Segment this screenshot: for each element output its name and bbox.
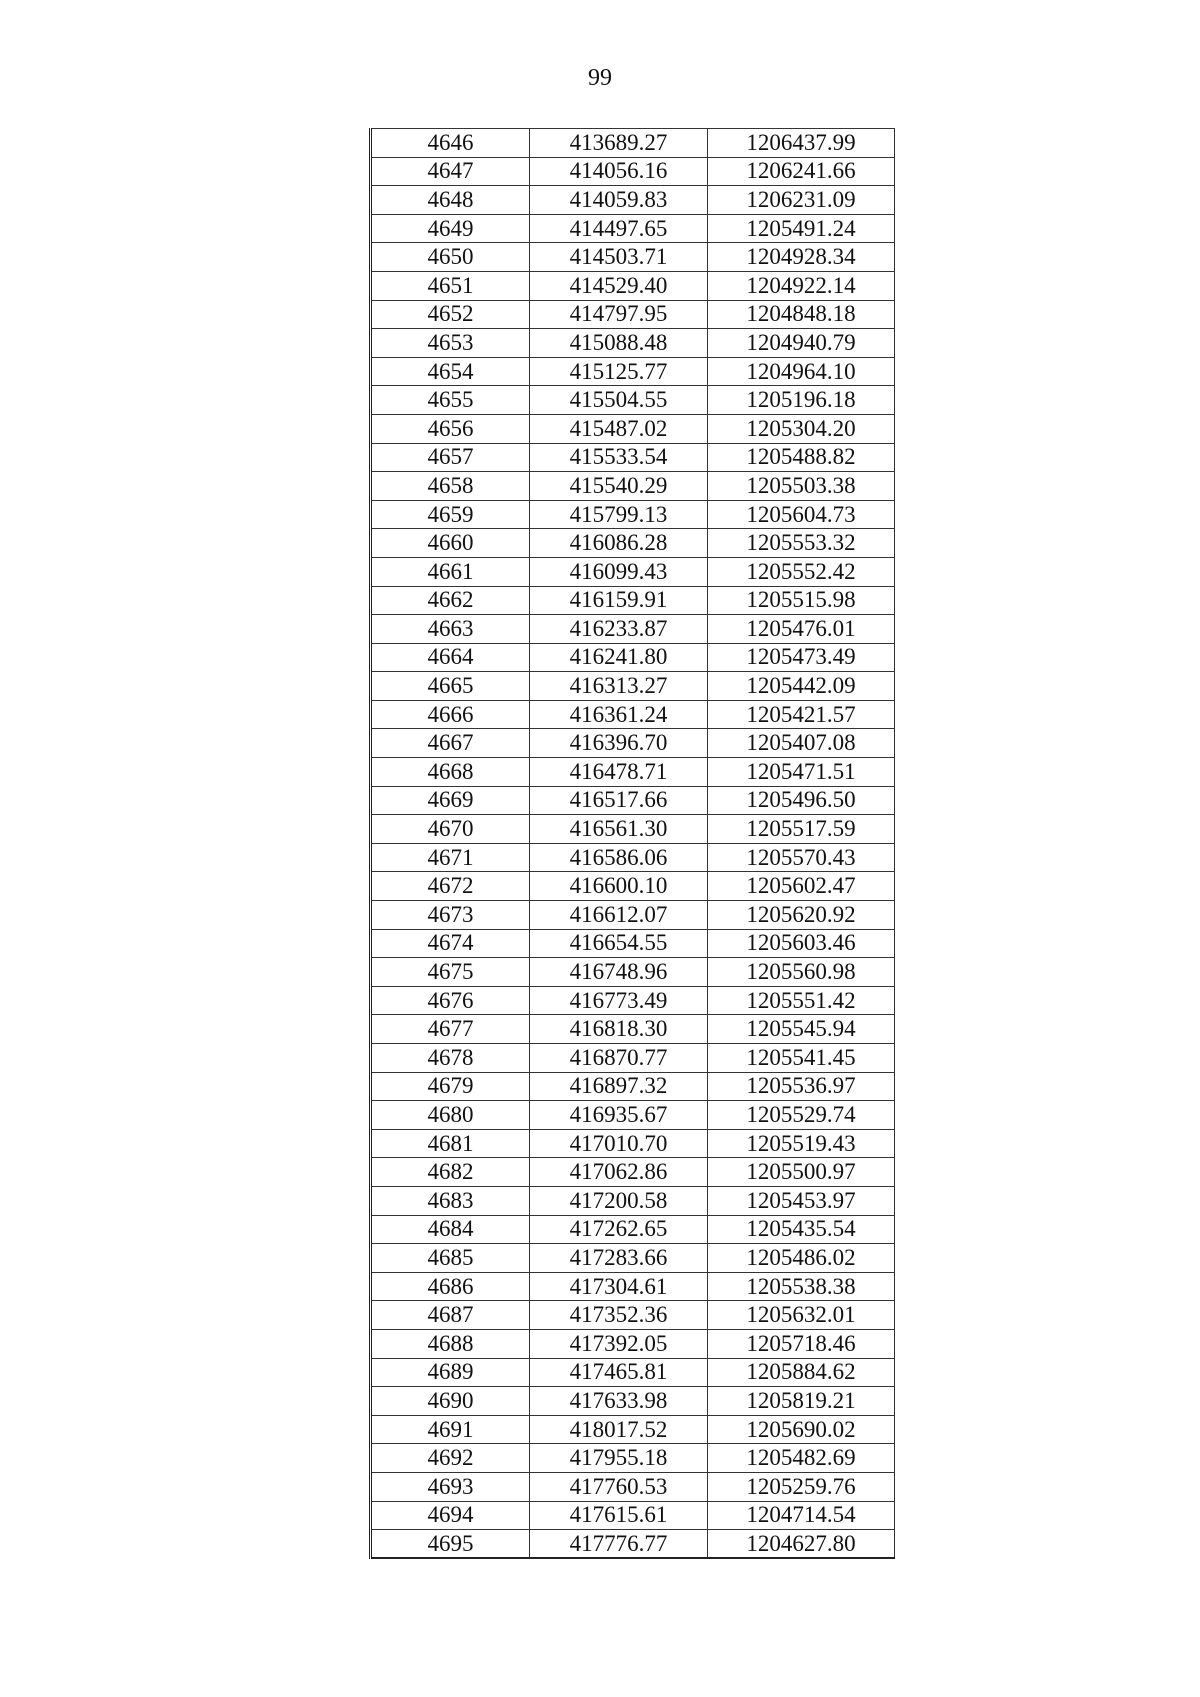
coordinate-table [369, 128, 895, 1559]
table-row [371, 586, 895, 615]
x-coordinate-cell: 416517.66 [530, 786, 708, 815]
x-coordinate-cell: 415799.13 [530, 500, 708, 529]
x-coordinate-cell: 417010.70 [530, 1129, 708, 1158]
y-coordinate-cell: 1205560.98 [708, 958, 895, 987]
table-row [371, 700, 895, 729]
table-row [371, 1530, 895, 1559]
y-coordinate-cell: 1205604.73 [708, 500, 895, 529]
x-coordinate-cell: 416935.67 [530, 1101, 708, 1130]
point-id-cell: 4691 [371, 1415, 530, 1444]
table-row [371, 1244, 895, 1273]
point-id-cell: 4688 [371, 1329, 530, 1358]
point-id-cell: 4678 [371, 1044, 530, 1073]
x-coordinate-cell: 417776.77 [530, 1530, 708, 1559]
point-id-cell: 4657 [371, 443, 530, 472]
point-id-cell: 4687 [371, 1301, 530, 1330]
point-id-cell: 4652 [371, 300, 530, 329]
y-coordinate-cell: 1204940.79 [708, 329, 895, 358]
y-coordinate-cell: 1205473.49 [708, 643, 895, 672]
table-row [371, 1186, 895, 1215]
table-row [371, 243, 895, 272]
x-coordinate-cell: 418017.52 [530, 1415, 708, 1444]
y-coordinate-cell: 1205515.98 [708, 586, 895, 615]
point-id-cell: 4667 [371, 729, 530, 758]
x-coordinate-cell: 416748.96 [530, 958, 708, 987]
point-id-cell: 4684 [371, 1215, 530, 1244]
x-coordinate-cell: 415533.54 [530, 443, 708, 472]
x-coordinate-cell: 416818.30 [530, 1015, 708, 1044]
point-id-cell: 4693 [371, 1472, 530, 1501]
point-id-cell: 4692 [371, 1444, 530, 1473]
table-row [371, 901, 895, 930]
y-coordinate-cell: 1205259.76 [708, 1472, 895, 1501]
point-id-cell: 4648 [371, 186, 530, 215]
point-id-cell: 4675 [371, 958, 530, 987]
x-coordinate-cell: 417615.61 [530, 1501, 708, 1530]
table-row [371, 300, 895, 329]
x-coordinate-cell: 416099.43 [530, 557, 708, 586]
point-id-cell: 4647 [371, 157, 530, 186]
point-id-cell: 4664 [371, 643, 530, 672]
table-row [371, 1044, 895, 1073]
y-coordinate-cell: 1205545.94 [708, 1015, 895, 1044]
point-id-cell: 4655 [371, 386, 530, 415]
point-id-cell: 4646 [371, 129, 530, 158]
x-coordinate-cell: 413689.27 [530, 129, 708, 158]
y-coordinate-cell: 1205538.38 [708, 1272, 895, 1301]
y-coordinate-cell: 1204964.10 [708, 357, 895, 386]
x-coordinate-cell: 414503.71 [530, 243, 708, 272]
table-row [371, 186, 895, 215]
y-coordinate-cell: 1205517.59 [708, 815, 895, 844]
y-coordinate-cell: 1205553.32 [708, 529, 895, 558]
table-row [371, 1272, 895, 1301]
table-row [371, 929, 895, 958]
y-coordinate-cell: 1205718.46 [708, 1329, 895, 1358]
y-coordinate-cell: 1206437.99 [708, 129, 895, 158]
point-id-cell: 4689 [371, 1358, 530, 1387]
x-coordinate-cell: 416600.10 [530, 872, 708, 901]
y-coordinate-cell: 1204848.18 [708, 300, 895, 329]
x-coordinate-cell: 417304.61 [530, 1272, 708, 1301]
table-row [371, 1158, 895, 1187]
point-id-cell: 4680 [371, 1101, 530, 1130]
table-row [371, 386, 895, 415]
x-coordinate-cell: 417062.86 [530, 1158, 708, 1187]
point-id-cell: 4649 [371, 214, 530, 243]
point-id-cell: 4676 [371, 986, 530, 1015]
table-row [371, 1072, 895, 1101]
table-row [371, 472, 895, 501]
table-row [371, 1444, 895, 1473]
point-id-cell: 4681 [371, 1129, 530, 1158]
table-row [371, 815, 895, 844]
y-coordinate-cell: 1205488.82 [708, 443, 895, 472]
point-id-cell: 4670 [371, 815, 530, 844]
x-coordinate-cell: 416241.80 [530, 643, 708, 672]
x-coordinate-cell: 416561.30 [530, 815, 708, 844]
point-id-cell: 4665 [371, 672, 530, 701]
table-row [371, 1301, 895, 1330]
y-coordinate-cell: 1205536.97 [708, 1072, 895, 1101]
y-coordinate-cell: 1205476.01 [708, 615, 895, 644]
x-coordinate-cell: 416233.87 [530, 615, 708, 644]
table-row [371, 958, 895, 987]
table-row [371, 329, 895, 358]
point-id-cell: 4683 [371, 1186, 530, 1215]
table-row [371, 557, 895, 586]
y-coordinate-cell: 1205884.62 [708, 1358, 895, 1387]
point-id-cell: 4686 [371, 1272, 530, 1301]
y-coordinate-cell: 1205407.08 [708, 729, 895, 758]
y-coordinate-cell: 1205503.38 [708, 472, 895, 501]
table-row [371, 872, 895, 901]
y-coordinate-cell: 1205453.97 [708, 1186, 895, 1215]
point-id-cell: 4661 [371, 557, 530, 586]
y-coordinate-cell: 1205500.97 [708, 1158, 895, 1187]
x-coordinate-cell: 417352.36 [530, 1301, 708, 1330]
table-row [371, 1215, 895, 1244]
table-row [371, 214, 895, 243]
table-row [371, 1358, 895, 1387]
table-row [371, 414, 895, 443]
point-id-cell: 4668 [371, 758, 530, 787]
x-coordinate-cell: 415504.55 [530, 386, 708, 415]
point-id-cell: 4653 [371, 329, 530, 358]
point-id-cell: 4674 [371, 929, 530, 958]
x-coordinate-cell: 417465.81 [530, 1358, 708, 1387]
point-id-cell: 4650 [371, 243, 530, 272]
y-coordinate-cell: 1205442.09 [708, 672, 895, 701]
x-coordinate-cell: 417392.05 [530, 1329, 708, 1358]
y-coordinate-cell: 1204922.14 [708, 271, 895, 300]
y-coordinate-cell: 1204928.34 [708, 243, 895, 272]
y-coordinate-cell: 1205570.43 [708, 843, 895, 872]
x-coordinate-cell: 416478.71 [530, 758, 708, 787]
point-id-cell: 4677 [371, 1015, 530, 1044]
point-id-cell: 4679 [371, 1072, 530, 1101]
x-coordinate-cell: 415540.29 [530, 472, 708, 501]
point-id-cell: 4658 [371, 472, 530, 501]
y-coordinate-cell: 1205486.02 [708, 1244, 895, 1273]
coordinate-table-body [371, 129, 895, 1559]
point-id-cell: 4685 [371, 1244, 530, 1273]
y-coordinate-cell: 1205632.01 [708, 1301, 895, 1330]
y-coordinate-cell: 1205421.57 [708, 700, 895, 729]
x-coordinate-cell: 414056.16 [530, 157, 708, 186]
point-id-cell: 4671 [371, 843, 530, 872]
y-coordinate-cell: 1204714.54 [708, 1501, 895, 1530]
x-coordinate-cell: 416086.28 [530, 529, 708, 558]
point-id-cell: 4666 [371, 700, 530, 729]
y-coordinate-cell: 1206241.66 [708, 157, 895, 186]
table-row [371, 1387, 895, 1416]
x-coordinate-cell: 414497.65 [530, 214, 708, 243]
table-row [371, 615, 895, 644]
point-id-cell: 4672 [371, 872, 530, 901]
point-id-cell: 4663 [371, 615, 530, 644]
y-coordinate-cell: 1205529.74 [708, 1101, 895, 1130]
point-id-cell: 4651 [371, 271, 530, 300]
x-coordinate-cell: 417760.53 [530, 1472, 708, 1501]
x-coordinate-cell: 416654.55 [530, 929, 708, 958]
x-coordinate-cell: 416897.32 [530, 1072, 708, 1101]
x-coordinate-cell: 417200.58 [530, 1186, 708, 1215]
x-coordinate-cell: 416870.77 [530, 1044, 708, 1073]
x-coordinate-cell: 416586.06 [530, 843, 708, 872]
table-row [371, 1329, 895, 1358]
x-coordinate-cell: 414059.83 [530, 186, 708, 215]
table-row [371, 643, 895, 672]
y-coordinate-cell: 1205196.18 [708, 386, 895, 415]
x-coordinate-cell: 415125.77 [530, 357, 708, 386]
point-id-cell: 4662 [371, 586, 530, 615]
table-row [371, 443, 895, 472]
table-row [371, 1101, 895, 1130]
y-coordinate-cell: 1205603.46 [708, 929, 895, 958]
x-coordinate-cell: 416396.70 [530, 729, 708, 758]
table-row [371, 129, 895, 158]
point-id-cell: 4690 [371, 1387, 530, 1416]
table-row [371, 729, 895, 758]
x-coordinate-cell: 417283.66 [530, 1244, 708, 1273]
table-row [371, 1501, 895, 1530]
y-coordinate-cell: 1205620.92 [708, 901, 895, 930]
y-coordinate-cell: 1205819.21 [708, 1387, 895, 1416]
table-row [371, 1129, 895, 1158]
point-id-cell: 4660 [371, 529, 530, 558]
table-row [371, 672, 895, 701]
point-id-cell: 4673 [371, 901, 530, 930]
y-coordinate-cell: 1205602.47 [708, 872, 895, 901]
table-row [371, 986, 895, 1015]
table-row [371, 843, 895, 872]
table-row [371, 271, 895, 300]
x-coordinate-cell: 416361.24 [530, 700, 708, 729]
y-coordinate-cell: 1205519.43 [708, 1129, 895, 1158]
table-row [371, 529, 895, 558]
point-id-cell: 4694 [371, 1501, 530, 1530]
table-row [371, 1015, 895, 1044]
table-row [371, 1472, 895, 1501]
y-coordinate-cell: 1205482.69 [708, 1444, 895, 1473]
table-row [371, 758, 895, 787]
x-coordinate-cell: 416612.07 [530, 901, 708, 930]
x-coordinate-cell: 417955.18 [530, 1444, 708, 1473]
point-id-cell: 4682 [371, 1158, 530, 1187]
x-coordinate-cell: 417633.98 [530, 1387, 708, 1416]
y-coordinate-cell: 1205496.50 [708, 786, 895, 815]
table-row [371, 157, 895, 186]
point-id-cell: 4695 [371, 1530, 530, 1559]
x-coordinate-cell: 416159.91 [530, 586, 708, 615]
y-coordinate-cell: 1205491.24 [708, 214, 895, 243]
point-id-cell: 4659 [371, 500, 530, 529]
x-coordinate-cell: 416313.27 [530, 672, 708, 701]
page-number: 99 [588, 65, 612, 91]
x-coordinate-cell: 415088.48 [530, 329, 708, 358]
y-coordinate-cell: 1206231.09 [708, 186, 895, 215]
point-id-cell: 4669 [371, 786, 530, 815]
point-id-cell: 4654 [371, 357, 530, 386]
x-coordinate-cell: 417262.65 [530, 1215, 708, 1244]
y-coordinate-cell: 1205690.02 [708, 1415, 895, 1444]
point-id-cell: 4656 [371, 414, 530, 443]
x-coordinate-cell: 414529.40 [530, 271, 708, 300]
table-row [371, 357, 895, 386]
table-row [371, 1415, 895, 1444]
table-row [371, 500, 895, 529]
y-coordinate-cell: 1205551.42 [708, 986, 895, 1015]
y-coordinate-cell: 1205541.45 [708, 1044, 895, 1073]
y-coordinate-cell: 1205435.54 [708, 1215, 895, 1244]
x-coordinate-cell: 416773.49 [530, 986, 708, 1015]
y-coordinate-cell: 1204627.80 [708, 1530, 895, 1559]
y-coordinate-cell: 1205304.20 [708, 414, 895, 443]
y-coordinate-cell: 1205552.42 [708, 557, 895, 586]
x-coordinate-cell: 415487.02 [530, 414, 708, 443]
y-coordinate-cell: 1205471.51 [708, 758, 895, 787]
x-coordinate-cell: 414797.95 [530, 300, 708, 329]
table-row [371, 786, 895, 815]
